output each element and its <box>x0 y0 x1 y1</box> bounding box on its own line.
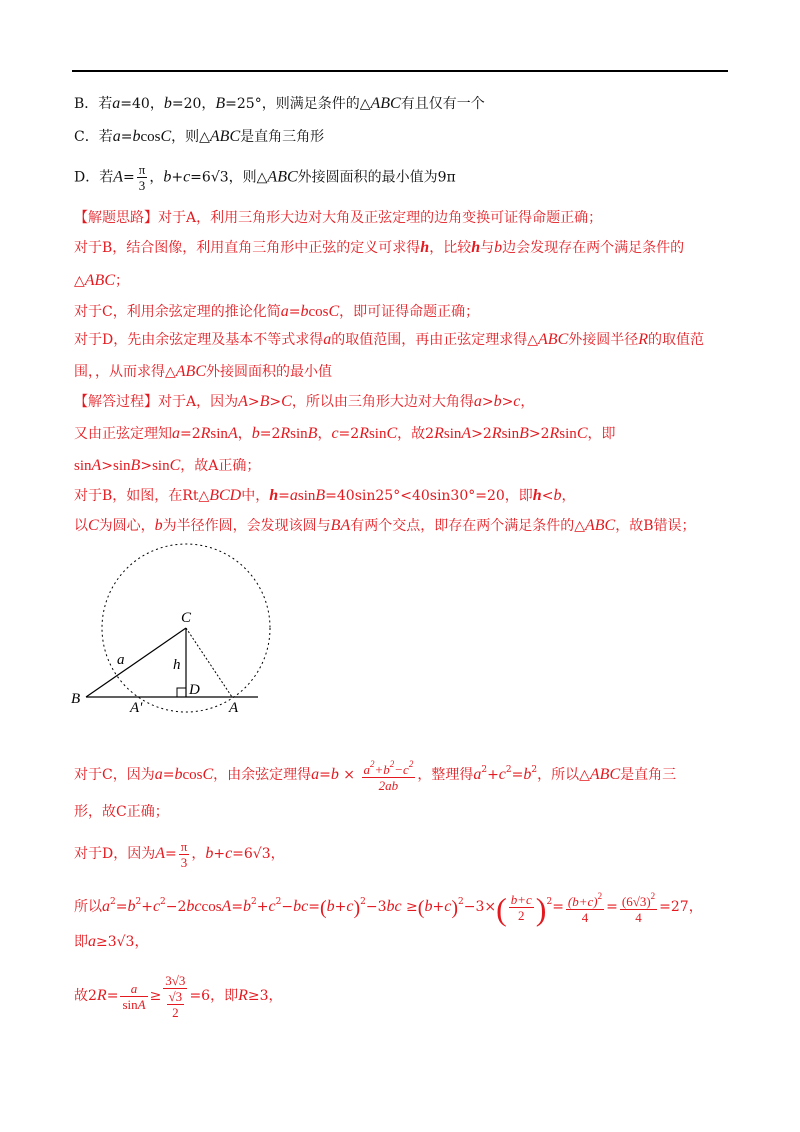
label-b: B <box>71 691 81 707</box>
solution-line-3: sinA>sinB>sinC，故A正确； <box>74 457 261 474</box>
right-angle-mark <box>177 688 186 697</box>
label-a-prime: A' <box>130 700 143 716</box>
solution-line-5: 以C为圆心，b为半径作圆，会发现该圆与BA有两个交点，即存在两个满足条件的△ABC，故B错误； <box>74 517 696 534</box>
label-h: h <box>173 657 181 673</box>
solution-line-9: 所以$a^2=b^2+c^2-2bccosA=b^2+c^2-bc=(b+c)^2-3bc \ge(b+c)^2-3\times$( $\frac{b+c}{2}$ )$^2$= $\frac{(b+c)^2}{4}$ = $\frac{(6√3)^2}{4}$ =27， <box>74 891 703 927</box>
analysis-line-1: 【解题思路】对于A，利用三角形大边对大角及正弦定理的边角变换可证得命题正确； <box>74 210 603 226</box>
solution-line-4: 对于B，如图，在Rt△BCD中，h=asinB=40sin25°<40sin30°=20，即h<b， <box>74 487 576 504</box>
solution-line-1: 【解答过程】对于A，因为A>B>C，所以由三角形大边对大角得a>b>c， <box>74 393 535 410</box>
analysis-line-4: 对于C，利用余弦定理的推论化简a=bcosC，即可证得命题正确； <box>74 303 480 320</box>
option-b: B．若a=40，b=20，B=25°，则满足条件的△ABC有且仅有一个 <box>74 95 485 112</box>
solution-line-7: 形，故C正确； <box>74 804 169 820</box>
label-a-side: a <box>117 652 125 668</box>
analysis-line-5: 对于D，先由余弦定理及基本不等式求得a的取值范围，再由正弦定理求得△ABC外接圆半径R的取值范 <box>74 331 705 348</box>
analysis-line-6: 围，，从而求得△ABC外接圆面积的最小值 <box>74 363 332 380</box>
label-a-point: A <box>229 700 239 716</box>
header-rule <box>72 70 728 72</box>
option-d: D．若A= $\frac{\pi}{3}$ ，b+c=6√3，则△ABC外接圆面积的最小值为9π <box>74 162 456 193</box>
solution-line-11: 故2R= $\frac{a}{\sin A}$ ≥ $\frac{3√3}{\frac{√3}{2}}$ =6，即R≥3， <box>74 972 283 1020</box>
analysis-line-3: △ABC； <box>74 272 129 289</box>
solution-line-6: 对于C，因为a=bcosC，由余弦定理得a=b × $\frac{a^2+b^2-c^2}{2ab}$ ，整理得$a^2+c^2=b^2$，所以△ABC是直角三 <box>74 759 677 793</box>
analysis-line-2: 对于B，结合图像，利用直角三角形中正弦的定义可求得h，比较h与b边会发现存在两个满足条件的 <box>74 239 685 256</box>
solution-line-8: 对于D，因为A= $\frac{\pi}{3}$ ，b+c=6√3， <box>74 838 285 870</box>
solution-line-10: 即a≥3√3， <box>74 933 149 950</box>
option-c: C．若a=bcosC，则△ABC是直角三角形 <box>74 128 325 145</box>
side-a <box>86 628 186 697</box>
triangle-circle-figure <box>0 540 800 740</box>
solution-line-2: 又由正弦定理知a=2RsinA，b=2RsinB，c=2RsinC，故2RsinA>2RsinB>2RsinC，即 <box>74 425 616 442</box>
label-d: D <box>189 682 200 698</box>
label-c: C <box>181 610 192 626</box>
